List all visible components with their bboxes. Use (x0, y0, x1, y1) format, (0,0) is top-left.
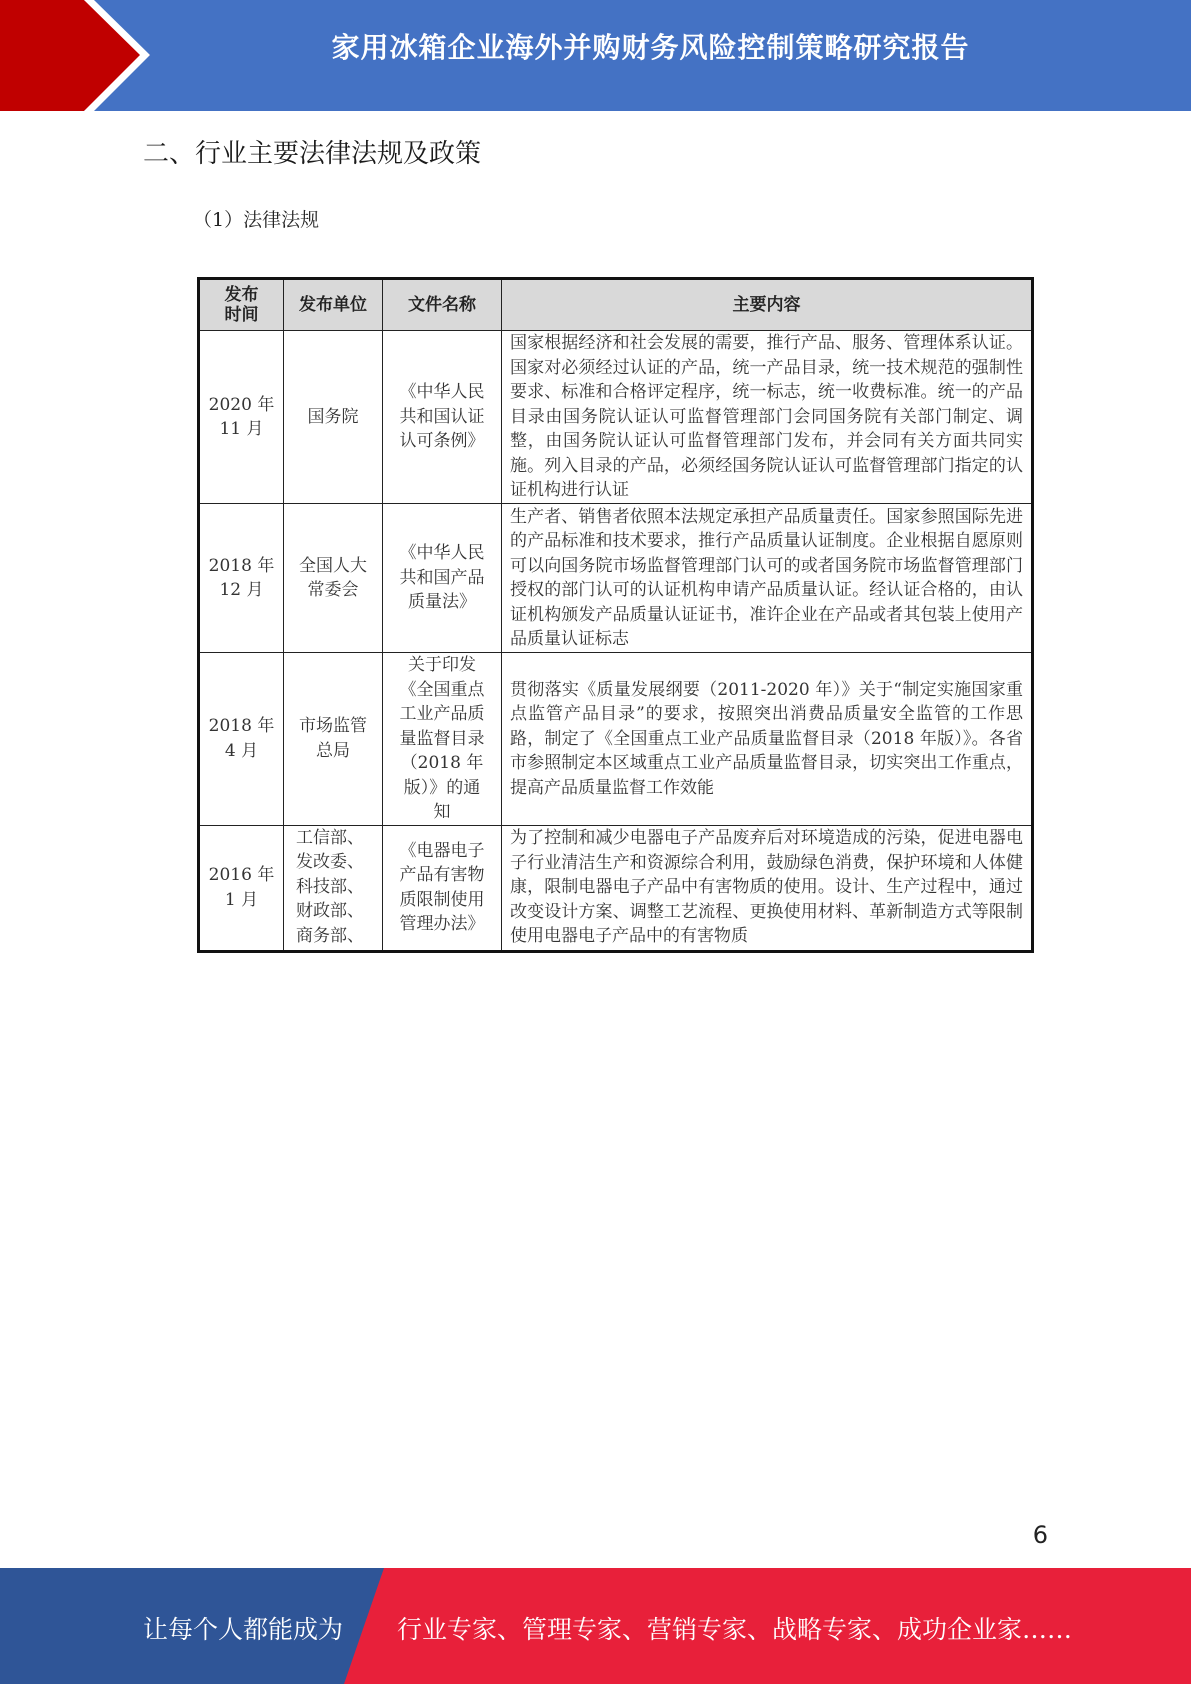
cell-unit: 全国人大 常委会 (284, 504, 383, 653)
header-unit: 发布单位 (284, 279, 383, 331)
header-content: 主要内容 (502, 279, 1033, 331)
table-row (199, 504, 1033, 653)
cell-date: 2018 年 12 月 (199, 504, 284, 653)
cell-unit: 国务院 (284, 331, 383, 504)
cell-content: 为了控制和减少电器电子产品废弃后对环境造成的污染，促进电器电子行业清洁生产和资源综合利用，鼓励绿色消费，保护环境和人体健康，限制电器电子产品中有害物质的使用。设计、生产过程中，通过改变设计方案、调整工艺流程、更换使用材料、革新制造方式等限制使用电器电子产品中的有害物质 (502, 825, 1033, 951)
cell-unit: 市场监管 总局 (284, 653, 383, 826)
cell-name: 《电器电子 产品有害物 质限制使用 管理办法》 (383, 825, 502, 951)
header-name: 文件名称 (383, 279, 502, 331)
cell-content: 生产者、销售者依照本法规定承担产品质量责任。国家参照国际先进的产品标准和技术要求，推行产品质量认证制度。企业根据自愿原则可以向国务院市场监督管理部门认可的或者国务院市场监督管理部门授权的部门认可的认证机构申请产品质量认证。经认证合格的，由认证机构颁发产品质量认证证书，准许企业在产品或者其包装上使用产品质量认证标志 (502, 504, 1033, 653)
cell-name: 《中华人民 共和国认证 认可条例》 (383, 331, 502, 504)
page-number: 6 (1032, 1521, 1048, 1549)
cell-content: 贯彻落实《质量发展纲要（2011-2020 年）》关于“制定实施国家重点监管产品目录”的要求，按照突出消费品质量安全监管的工作思路，制定了《全国重点工业产品质量监督目录（2018 年版）》。各省市参照制定本区域重点工业产品质量监督目录，切实突出工作重点，提高产品质量监督工作效能 (502, 653, 1033, 826)
header-date: 发布 时间 (199, 279, 284, 331)
table-row (199, 825, 1033, 951)
cell-name: 关于印发 《全国重点 工业产品质 量监督目录 （2018 年 版）》的通 知 (383, 653, 502, 826)
footer-banner (0, 1568, 1191, 1684)
cell-name: 《中华人民 共和国产品 质量法》 (383, 504, 502, 653)
table-header-row (199, 279, 1033, 331)
header-banner (0, 0, 1191, 111)
table-row (199, 331, 1033, 504)
cell-unit: 工信部、 发改委、 科技部、 财政部、 商务部、 (284, 825, 383, 951)
cell-date: 2016 年 1 月 (199, 825, 284, 951)
red-chevron-icon (0, 0, 150, 111)
footer-slogan-left: 让每个人都能成为 (143, 1615, 344, 1644)
section-title: 二、行业主要法律法规及政策 (143, 139, 482, 169)
cell-date: 2018 年 4 月 (199, 653, 284, 826)
cell-content: 国家根据经济和社会发展的需要，推行产品、服务、管理体系认证。国家对必须经过认证的产品，统一产品目录，统一技术规范的强制性要求、标准和合格评定程序，统一标志，统一收费标准。统一的产品目录由国务院认证认可监督管理部门会同国务院有关部门制定、调整，由国务院认证认可监督管理部门发布，并会同有关方面共同实施。列入目录的产品，必须经国务院认证认可监督管理部门指定的认证机构进行认证 (502, 331, 1033, 504)
report-title: 家用冰箱企业海外并购财务风险控制策略研究报告 (331, 31, 970, 64)
footer-slogan-right: 行业专家、管理专家、营销专家、战略专家、成功企业家…… (397, 1615, 1073, 1644)
cell-date: 2020 年 11 月 (199, 331, 284, 504)
section-subtitle: （1）法律法规 (193, 209, 320, 231)
table-row (199, 653, 1033, 826)
laws-table (197, 277, 1034, 953)
